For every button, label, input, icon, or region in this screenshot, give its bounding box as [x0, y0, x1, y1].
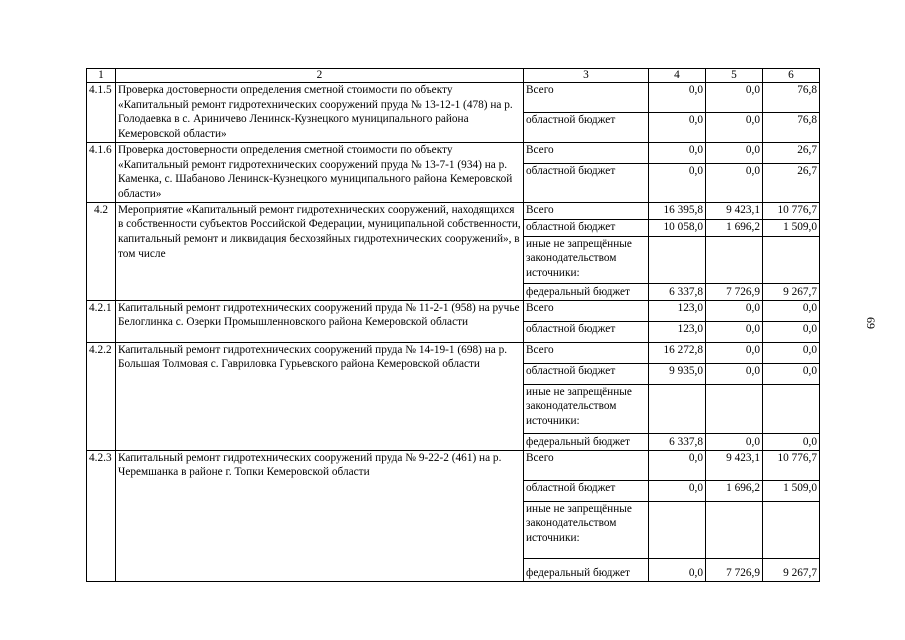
amount-v4: 16 272,8	[649, 342, 706, 363]
amount-v4: 9 935,0	[649, 363, 706, 384]
amount-v5: 1 696,2	[706, 480, 763, 501]
amount-v5: 1 696,2	[706, 219, 763, 236]
amount-v5: 0,0	[706, 112, 763, 142]
amount-v6: 26,7	[763, 164, 820, 202]
amount-v6: 0,0	[763, 300, 820, 321]
amount-v4	[649, 501, 706, 558]
funding-source: иные не запрещённые законодательством источники:	[524, 236, 649, 283]
table-row	[87, 342, 820, 363]
column-header: 6	[763, 69, 820, 83]
amount-v4	[649, 236, 706, 283]
amount-v6: 1 509,0	[763, 480, 820, 501]
amount-v5: 0,0	[706, 300, 763, 321]
amount-v4: 0,0	[649, 112, 706, 142]
page-number: 69	[864, 317, 878, 329]
funding-source: областной бюджет	[524, 363, 649, 384]
amount-v4: 0,0	[649, 558, 706, 581]
budget-table	[86, 68, 820, 582]
amount-v6: 1 509,0	[763, 219, 820, 236]
amount-v4: 6 337,8	[649, 283, 706, 300]
column-header: 4	[649, 69, 706, 83]
row-code: 4.2.2	[87, 342, 116, 450]
amount-v5: 9 423,1	[706, 450, 763, 480]
amount-v5	[706, 384, 763, 433]
table-row	[87, 83, 820, 113]
amount-v6: 0,0	[763, 433, 820, 450]
funding-source: федеральный бюджет	[524, 558, 649, 581]
funding-source: Всего	[524, 450, 649, 480]
column-header: 1	[87, 69, 116, 83]
amount-v6: 10 776,7	[763, 450, 820, 480]
amount-v6: 0,0	[763, 321, 820, 342]
funding-source: областной бюджет	[524, 112, 649, 142]
funding-source: федеральный бюджет	[524, 283, 649, 300]
amount-v4: 10 058,0	[649, 219, 706, 236]
amount-v6: 76,8	[763, 112, 820, 142]
amount-v6: 10 776,7	[763, 202, 820, 219]
amount-v5	[706, 236, 763, 283]
row-title: Капитальный ремонт гидротехнических сооружений пруда № 14-19-1 (698) на р. Большая Толмовая с. Гавриловка Гурьевского района Кемеровской области	[116, 342, 524, 450]
amount-v6: 26,7	[763, 142, 820, 164]
row-title: Капитальный ремонт гидротехнических сооружений пруда № 11-2-1 (958) на ручье Белоглинка с. Озерки Промышленновского района Кемеровской области	[116, 300, 524, 342]
amount-v5: 0,0	[706, 164, 763, 202]
funding-source: Всего	[524, 83, 649, 113]
funding-source: Всего	[524, 342, 649, 363]
amount-v5: 0,0	[706, 342, 763, 363]
funding-source: Всего	[524, 300, 649, 321]
row-title: Капитальный ремонт гидротехнических сооружений пруда № 9-22-2 (461) на р. Черемшанка в районе г. Топки Кемеровской области	[116, 450, 524, 581]
row-code: 4.1.6	[87, 142, 116, 202]
funding-source: областной бюджет	[524, 219, 649, 236]
amount-v4: 0,0	[649, 450, 706, 480]
funding-source: областной бюджет	[524, 480, 649, 501]
amount-v4: 123,0	[649, 300, 706, 321]
amount-v4: 123,0	[649, 321, 706, 342]
amount-v5: 0,0	[706, 83, 763, 113]
amount-v5: 0,0	[706, 363, 763, 384]
amount-v6	[763, 236, 820, 283]
amount-v6: 0,0	[763, 342, 820, 363]
amount-v4: 0,0	[649, 83, 706, 113]
amount-v5: 0,0	[706, 142, 763, 164]
table-row	[87, 300, 820, 321]
column-header: 5	[706, 69, 763, 83]
funding-source: областной бюджет	[524, 164, 649, 202]
amount-v5: 0,0	[706, 433, 763, 450]
amount-v5	[706, 501, 763, 558]
amount-v5: 7 726,9	[706, 283, 763, 300]
row-code: 4.1.5	[87, 83, 116, 143]
row-code: 4.2.1	[87, 300, 116, 342]
row-code: 4.2.3	[87, 450, 116, 581]
amount-v4: 16 395,8	[649, 202, 706, 219]
amount-v6: 9 267,7	[763, 283, 820, 300]
amount-v6: 0,0	[763, 363, 820, 384]
amount-v5: 7 726,9	[706, 558, 763, 581]
row-code: 4.2	[87, 202, 116, 300]
amount-v4: 6 337,8	[649, 433, 706, 450]
funding-source: федеральный бюджет	[524, 433, 649, 450]
amount-v6	[763, 384, 820, 433]
amount-v4: 0,0	[649, 164, 706, 202]
row-title: Проверка достоверности определения сметной стоимости по объекту «Капитальный ремонт гидротехнических сооружений пруда № 13-7-1 (934) на р. Каменка, с. Шабаново Ленинск-Кузнецкого муниципального района Кемеровской области»	[116, 142, 524, 202]
amount-v4: 0,0	[649, 142, 706, 164]
funding-source: иные не запрещённые законодательством источники:	[524, 501, 649, 558]
table-row	[87, 450, 820, 480]
funding-source: Всего	[524, 202, 649, 219]
amount-v6: 9 267,7	[763, 558, 820, 581]
table-row	[87, 202, 820, 219]
amount-v4	[649, 384, 706, 433]
funding-source: Всего	[524, 142, 649, 164]
column-header: 2	[116, 69, 524, 83]
row-title: Мероприятие «Капитальный ремонт гидротехнических сооружений, находящихся в собственности субъектов Российской Федерации, муниципальной собственности, капитальный ремонт и ликвидация бесхозяйных гидротехнических сооружений», в том числе	[116, 202, 524, 300]
amount-v6: 76,8	[763, 83, 820, 113]
amount-v6	[763, 501, 820, 558]
row-title: Проверка достоверности определения сметной стоимости по объекту «Капитальный ремонт гидротехнических сооружений пруда № 13-12-1 (478) на р. Голодаевка в с. Ариничево Ленинск-Кузнецкого муниципального района Кемеровской области»	[116, 83, 524, 143]
funding-source: иные не запрещённые законодательством источники:	[524, 384, 649, 433]
header-row	[87, 69, 820, 83]
column-header: 3	[524, 69, 649, 83]
amount-v5: 0,0	[706, 321, 763, 342]
table-row	[87, 142, 820, 164]
amount-v5: 9 423,1	[706, 202, 763, 219]
amount-v4: 0,0	[649, 480, 706, 501]
funding-source: областной бюджет	[524, 321, 649, 342]
